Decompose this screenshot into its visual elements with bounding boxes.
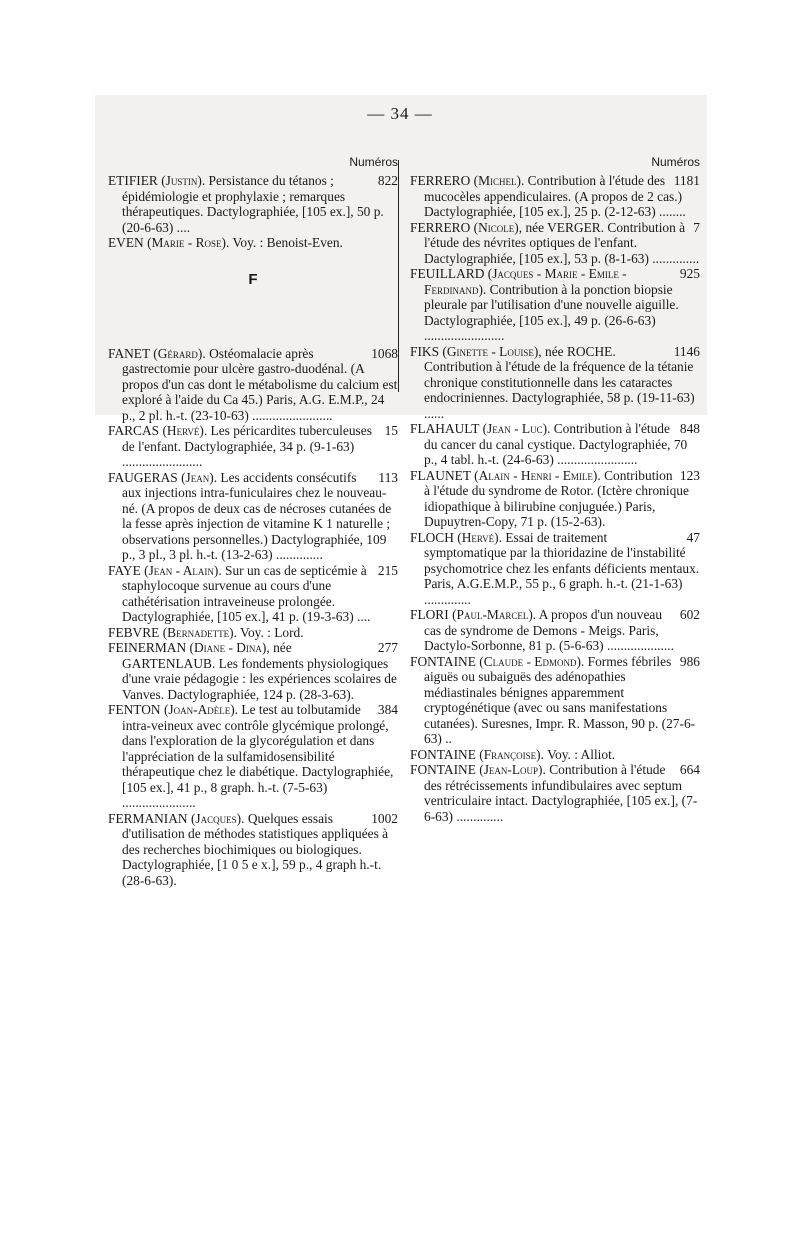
- entry-number: 215: [377, 562, 398, 578]
- entry-number: 822: [377, 173, 398, 188]
- entry-text: Voy. : Alliot.: [547, 746, 616, 762]
- right-column: [410, 155, 700, 824]
- bibliography-entry: [410, 762, 700, 824]
- bibliography-entry: [410, 747, 700, 763]
- bibliography-entry: [108, 235, 398, 251]
- bibliography-entry: [108, 563, 398, 625]
- entry-number: 1068: [371, 345, 398, 361]
- entry-surname: FONTAINE: [410, 653, 476, 669]
- entry-first-name: (Gérard).: [153, 345, 206, 361]
- entry-text: Sur un cas de septicémie à staphylocoque survenue au cours d'une cathétérisation intraveineuse prolongée. Dactylographiée, [105 ex.], 41 p. (19-3-63) ....: [122, 562, 371, 624]
- entry-first-name: (Jean - Luc).: [482, 421, 551, 436]
- entry-surname: EVEN: [108, 235, 144, 250]
- bibliography-entry: [410, 344, 700, 422]
- entry-first-name: (Jean).: [181, 469, 218, 485]
- entry-number: 7: [693, 219, 700, 235]
- bibliography-entry: [410, 607, 700, 654]
- column-divider: [398, 160, 399, 392]
- left-column: [108, 155, 398, 888]
- entry-first-name: (Claude - Edmond).: [479, 653, 585, 669]
- entry-surname: FLORI: [410, 607, 449, 622]
- entry-number: 1181: [673, 173, 700, 188]
- entry-text: née GARTENLAUB. Les fondements physiologiques d'une vraie pédagogie : les expériences scolaires de Vanves. Dactylographiée, 124 p. (28-3-63).: [122, 640, 397, 702]
- entry-surname: FARCAS: [108, 423, 160, 438]
- entry-first-name: (Jacques - Marie - Emile - Ferdinand).: [424, 266, 627, 297]
- entry-surname: FEBVRE: [108, 624, 160, 640]
- entry-number: 113: [378, 469, 398, 485]
- column-heading: Numéros: [651, 155, 700, 169]
- column-heading: Numéros: [349, 155, 398, 169]
- bibliography-entry: [410, 654, 700, 747]
- entry-text: Ostéomalacie après gastrectomie pour ulcère gastro-duodénal. (A propos d'un cas dont le métabolisme du calcium est exploré à l'aide du Ca 45.) Paris, A.G. E.M.P., 24 p., 2 pl. h.-t. (23-10-63) ........................: [122, 345, 398, 423]
- entry-first-name: (Joan-Adèle).: [163, 702, 239, 717]
- entry-first-name: (Françoise).: [479, 746, 544, 762]
- entry-surname: ETIFIER: [108, 173, 158, 188]
- entry-surname: FLOCH: [410, 529, 454, 545]
- entry-surname: FERRERO: [410, 219, 471, 235]
- entry-number: 848: [679, 421, 700, 436]
- entry-number: 664: [679, 762, 700, 777]
- entry-surname: FERMANIAN: [108, 810, 188, 826]
- entry-surname: FENTON: [108, 702, 161, 717]
- entry-first-name: (Jacques).: [190, 810, 245, 826]
- bibliography-entry: [108, 346, 398, 424]
- entry-number: 1146: [673, 343, 700, 359]
- entry-first-name: (Ginette - Louise),: [442, 343, 542, 359]
- entry-surname: FLAUNET: [410, 467, 471, 483]
- bibliography-entry: [410, 421, 700, 468]
- entry-text: Contribution à la ponction biopsie pleurale par l'utilisation d'une nouvelle aiguille. Dactylographiée, [105 ex.], 49 p. (26-6-63) ........................: [424, 281, 679, 343]
- bibliography-entry: [108, 640, 398, 702]
- entry-text: Quelques essais d'utilisation de méthodes statistiques appliquées à des recherches biochimiques ou biologiques. Dactylographiée, [1 0 5 e x.], 59 p., 4 graph h.-t. (28-6-63).: [122, 810, 389, 888]
- bibliography-entry: [108, 702, 398, 811]
- entry-surname: FEINERMAN: [108, 640, 187, 655]
- entry-text: née ROCHE. Contribution à l'étude de la fréquence de la tétanie chronique constitutionnelle dans les cataractes endocriniennes. Dactylographiée, 58 p. (19-11-63) ......: [424, 343, 695, 421]
- entry-text: Contribution à l'étude des rétrécissements infundibulaires avec septum ventriculaire intact. Dactylographiée, [105 ex.], (7-6-63) ..............: [424, 762, 698, 824]
- bibliography-entry: [108, 423, 398, 470]
- entry-text: Formes fébriles aiguës ou subaiguës des adénopathies médiastinales bénignes apparemment cryptogénétique (avec ou sans manifestations cutanées). Suresnes, Impr. R. Masson, 90 p. (27-6-63) ..: [424, 653, 696, 746]
- entry-text: Le test au tolbutamide intra-veineux avec contrôle glycémique prolongé, dans l'exploration de la glycorégulation et dans l'appréciation de la sulfamidosensibilité thérapeutique chez le diabétique. Dactylographiée, [105 ex.], 41 p., 8 graph. h.-t. (7-5-63) ......................: [122, 702, 394, 810]
- entry-number: 384: [377, 702, 398, 717]
- entry-surname: FERRERO: [410, 173, 471, 188]
- bibliography-entry: [108, 811, 398, 889]
- entry-list: [410, 173, 700, 824]
- entry-text: Voy. : Lord.: [240, 624, 304, 640]
- entry-text: Contribution à l'étude des mucocèles appendiculaires. (A propos de 2 cas.) Dactylographiée, [105 ex.], 25 p. (2-12-63) ........: [424, 173, 686, 219]
- entry-text: Les péricardites tuberculeuses de l'enfant. Dactylographiée, 34 p. (9-1-63) ........................: [122, 423, 372, 469]
- entry-surname: FONTAINE: [410, 746, 476, 762]
- entry-surname: FANET: [108, 345, 150, 361]
- section-letter: F: [248, 270, 258, 288]
- bibliography-entry: [108, 173, 398, 235]
- entry-text: A propos d'un nouveau cas de syndrome de Demons - Meigs. Paris, Dactylo-Sorbonne, 81 p. (5-6-63) ....................: [424, 607, 674, 653]
- entry-first-name: (Jean - Alain).: [144, 562, 222, 578]
- page-number: — 34 —: [367, 104, 433, 123]
- entry-first-name: (Hervé).: [162, 423, 208, 438]
- entry-number: 602: [679, 607, 700, 622]
- entry-first-name: (Paul-Marcel).: [452, 607, 537, 622]
- entry-text: Contribution à l'étude du syndrome de Rotor. (Ictère chronique idiopathique à bilirubine conjuguée.) Paris, Dupuytren-Copy, 71 p. (15-2-63).: [424, 467, 689, 529]
- entry-number: 47: [686, 529, 700, 545]
- entry-list: [108, 346, 398, 889]
- entry-surname: FAYE: [108, 562, 141, 578]
- entry-first-name: (Justin).: [161, 173, 206, 188]
- entry-text: Voy. : Benoist-Even.: [232, 235, 343, 250]
- entry-number: 925: [679, 266, 700, 281]
- entry-first-name: (Marie - Rose).: [147, 235, 230, 250]
- bibliography-entry: [410, 266, 700, 344]
- entry-number: 15: [384, 423, 398, 438]
- entry-first-name: (Hervé).: [457, 529, 502, 545]
- entry-surname: FEUILLARD: [410, 266, 485, 281]
- entry-text: Les accidents consécutifs aux injections intra-funiculaires chez le nouveau-né. (A propos de deux cas de nécroses cutanées de la fesse après injection de vitamine K 1 naturelle ; observations personnelles.) Dactylographiée, 109 p., 3 pl., 3 pl. h.-t. (13-2-63) ..............: [122, 469, 392, 562]
- entry-first-name: (Jean-Loup).: [479, 762, 546, 777]
- bibliography-entry: [410, 173, 700, 220]
- entry-surname: FAUGERAS: [108, 469, 178, 485]
- entry-first-name: (Alain - Henri - Emile).: [474, 467, 601, 483]
- entry-text: Essai de traitement symptomatique par la thioridazine de l'instabilité psychomotrice chez les enfants déficients mentaux. Paris, A.G.E.M.P., 55 p., 6 graph. h.-t. (21-1-63) ..............: [424, 529, 700, 607]
- entry-surname: FONTAINE: [410, 762, 476, 777]
- entry-text: née VERGER. Contribution à l'étude des névrites optiques de l'enfant. Dactylographiée, [105 ex.], 53 p. (8-1-63) ..............: [424, 219, 700, 266]
- entry-surname: FIKS: [410, 343, 440, 359]
- bibliography-entry: [108, 625, 398, 641]
- entry-first-name: (Michel).: [473, 173, 525, 188]
- entry-surname: FLAHAULT: [410, 421, 480, 436]
- bibliography-entry: [410, 530, 700, 608]
- entry-first-name: (Diane - Dina),: [189, 640, 270, 655]
- entry-number: 123: [679, 467, 700, 483]
- entry-first-name: (Bernadette).: [162, 624, 237, 640]
- entry-list-top: [108, 173, 398, 251]
- bibliography-entry: [410, 468, 700, 530]
- bibliography-entry: [410, 220, 700, 267]
- entry-text: Persistance du tétanos ; épidémiologie et prophylaxie ; remarques thérapeutiques. Dactylographiée, [105 ex.], 50 p. (20-6-63) ....: [122, 173, 384, 235]
- bibliography-entry: [108, 470, 398, 563]
- entry-number: 986: [679, 653, 700, 669]
- entry-number: 1002: [371, 810, 398, 826]
- entry-first-name: (Nicole),: [473, 219, 523, 235]
- entry-number: 277: [377, 640, 398, 655]
- entry-text: Contribution à l'étude du cancer du canal cystique. Dactylographiée, 70 p., 4 tabl. h.-t. (24-6-63) ........................: [424, 421, 688, 467]
